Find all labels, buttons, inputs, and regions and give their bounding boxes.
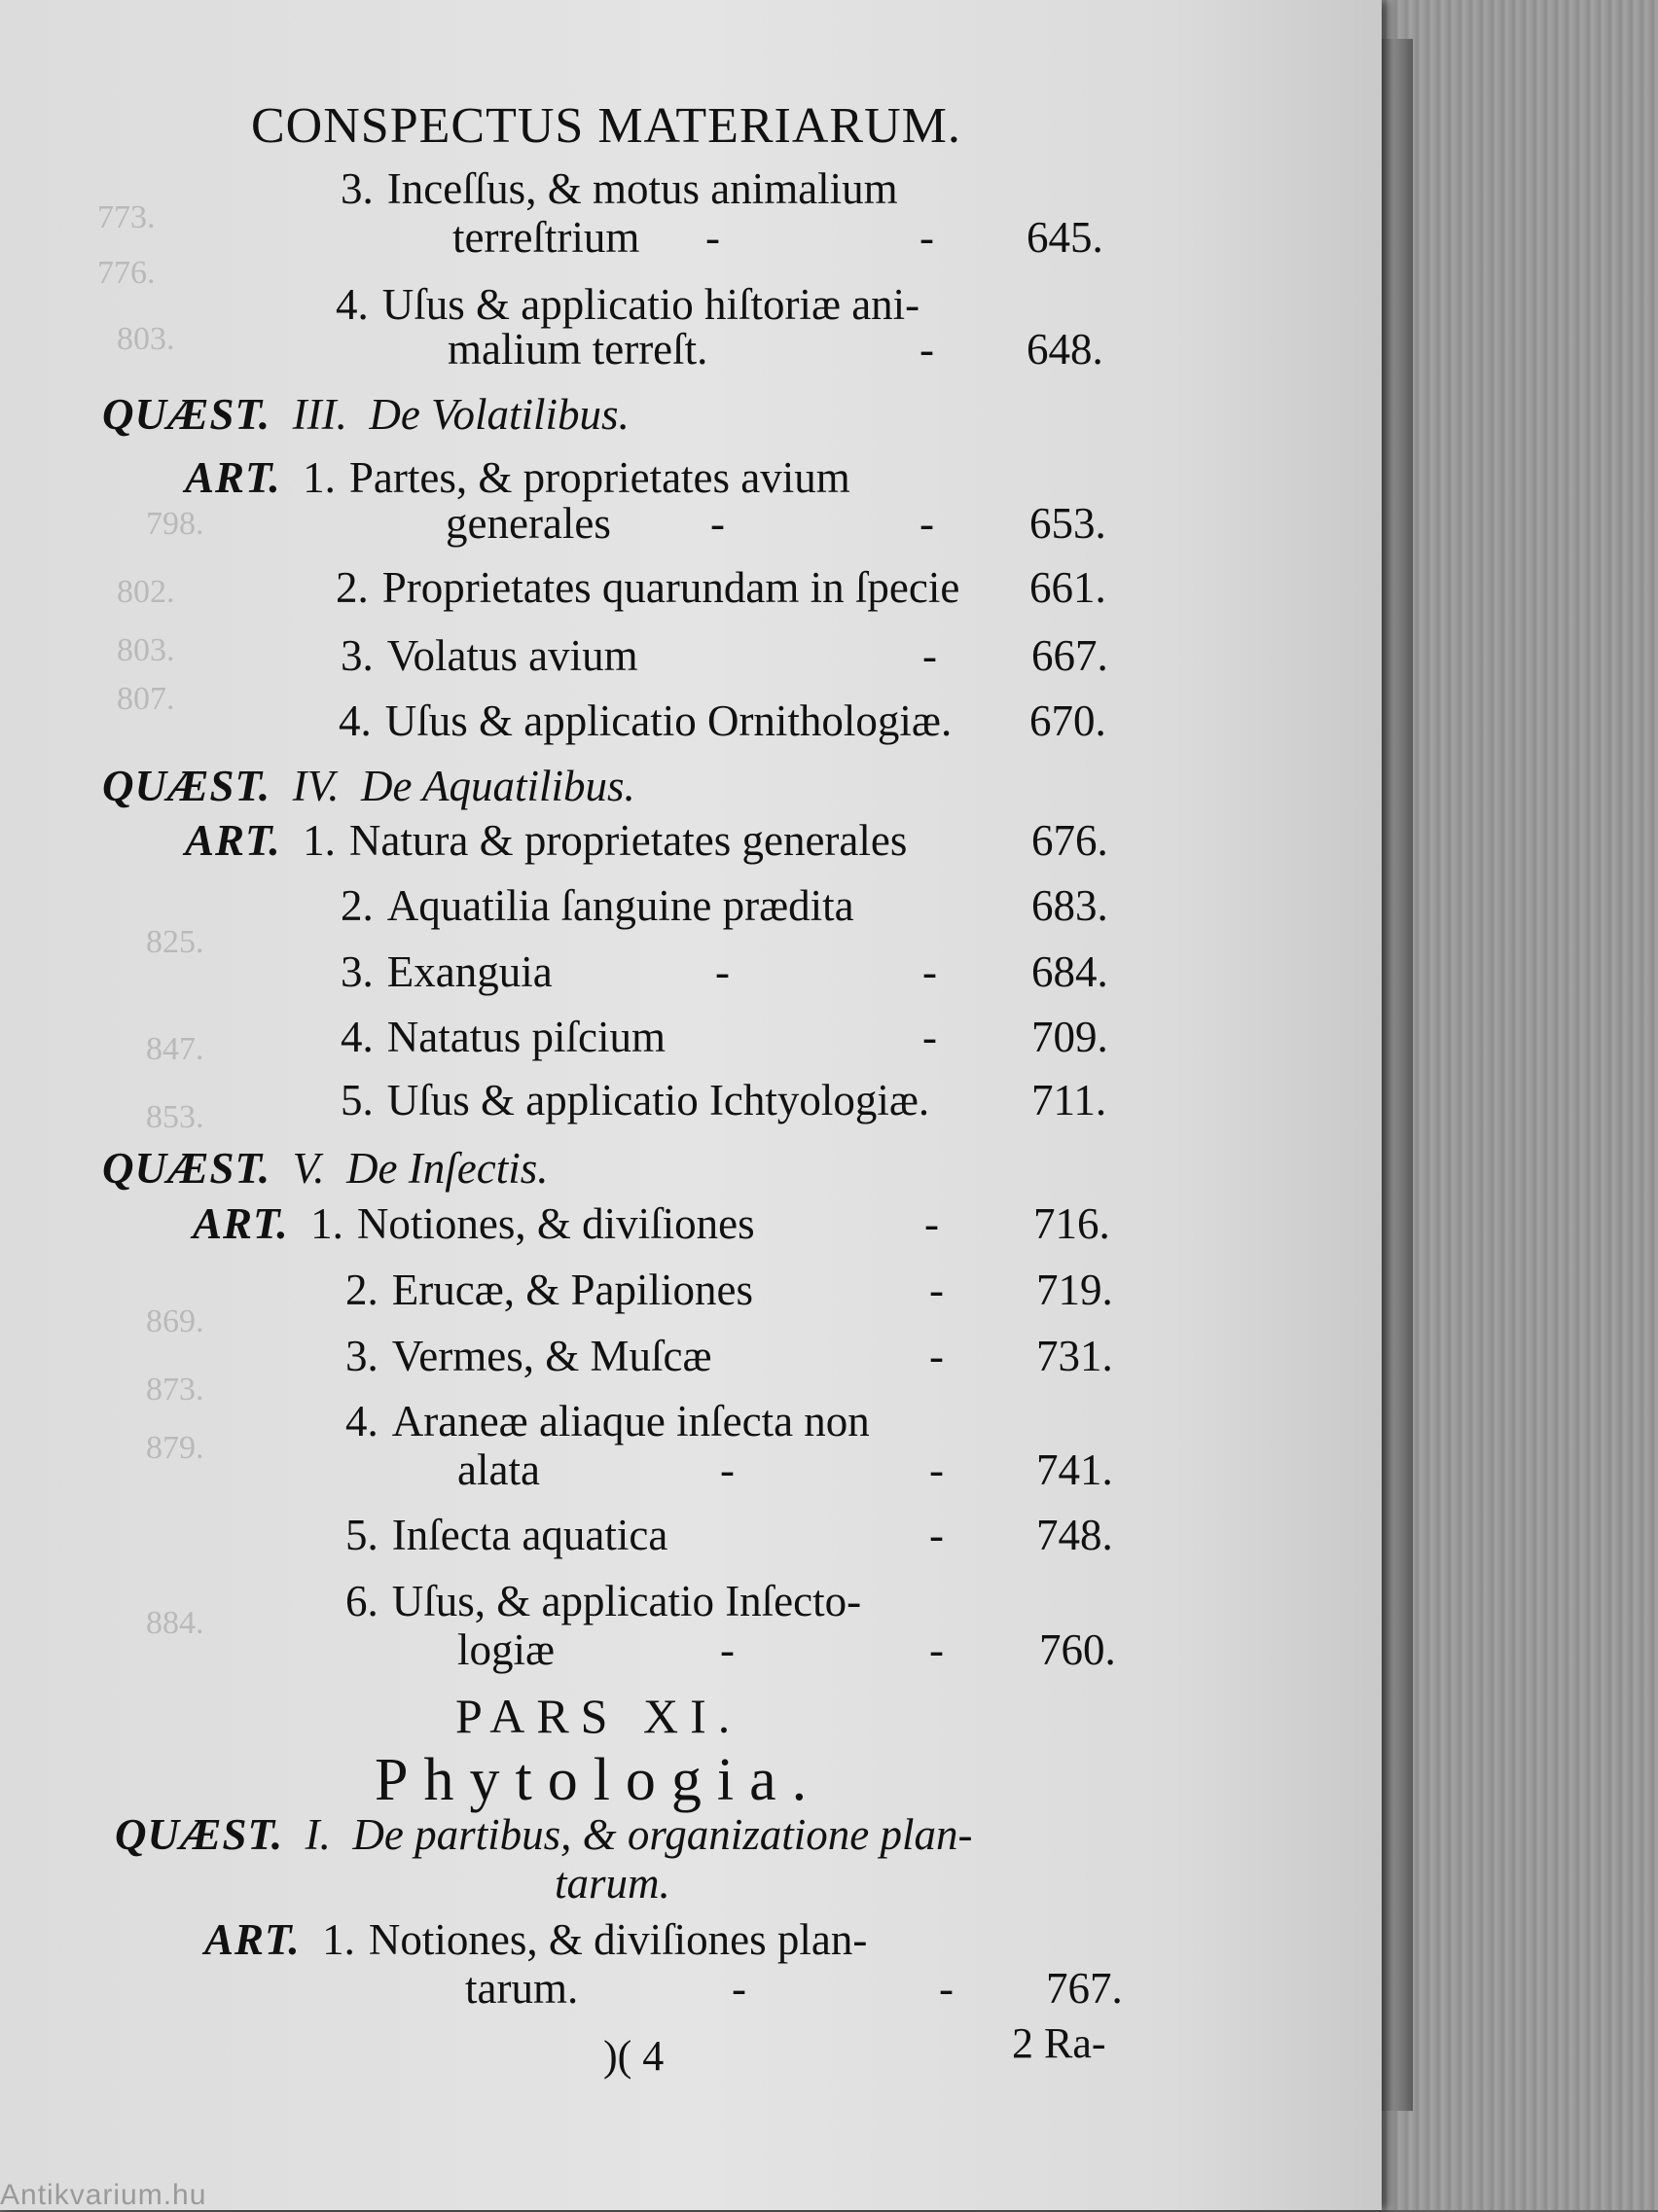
leader-dash: -	[939, 1964, 954, 2013]
question-heading	[102, 389, 630, 440]
question-title: De Aquatilibus.	[361, 762, 635, 810]
page-number: 760.	[1039, 1625, 1116, 1674]
question-heading	[115, 1809, 972, 1860]
entry-number: 1.	[303, 816, 336, 865]
entry-number: 4.	[341, 1013, 374, 1061]
ghost-number: 807.	[117, 681, 175, 717]
ghost-number: 798.	[146, 506, 204, 542]
entry-number: 1.	[310, 1199, 343, 1248]
entry-text: Proprietates quarundam in ſpecie	[381, 563, 960, 612]
leader-dash: -	[929, 1445, 944, 1494]
question-label: QUÆST.	[102, 1144, 271, 1193]
entry-number: 2.	[341, 881, 374, 930]
question-number: I.	[305, 1810, 331, 1859]
entry-number: 1.	[322, 1915, 355, 1964]
entry-text: Inceſſus, & motus animalium	[386, 164, 898, 213]
catchword: 2 Ra-	[1012, 2019, 1106, 2067]
page-number: 741.	[1036, 1445, 1113, 1494]
entry-number: 3.	[341, 164, 374, 213]
entry-line	[345, 1331, 711, 1381]
leader-dash: -	[919, 213, 934, 262]
page-number: 731.	[1036, 1332, 1113, 1380]
page-number: 683.	[1031, 881, 1108, 930]
question-title: De Inſectis.	[346, 1144, 549, 1193]
entry-line	[336, 562, 959, 613]
ghost-number: 776.	[97, 255, 156, 291]
entry-line	[345, 1576, 861, 1626]
article-label: ART.	[185, 816, 281, 865]
entry-text: Volatus avium	[386, 631, 638, 680]
entry-line	[341, 1012, 666, 1062]
ghost-number: 873.	[146, 1372, 204, 1408]
entry-text: Vermes, & Muſcæ	[391, 1332, 712, 1380]
entry-line	[452, 212, 639, 263]
entry-number: 2.	[345, 1266, 378, 1314]
entry-text: generales	[446, 499, 611, 548]
leader-dash: -	[929, 1511, 944, 1559]
leader-dash: -	[732, 1964, 746, 2013]
entry-text: Araneæ aliaque inſecta non	[391, 1397, 870, 1445]
entry-text: Aquatilia ſanguine prædita	[386, 881, 854, 930]
entry-text: terreſtrium	[452, 213, 640, 262]
signature-mark: )( 4	[603, 2032, 665, 2080]
entry-line	[341, 880, 854, 931]
question-label: QUÆST.	[115, 1810, 284, 1859]
ghost-number: 803.	[117, 321, 175, 357]
entry-number: 4.	[345, 1397, 378, 1445]
page-number: 670.	[1029, 696, 1106, 745]
question-title: De Volatilibus.	[369, 390, 630, 439]
entry-text: Natura & proprietates generales	[348, 816, 908, 865]
entry-line	[345, 1265, 753, 1315]
page-number: 709.	[1031, 1013, 1108, 1061]
entry-line	[341, 163, 898, 214]
leader-dash: -	[720, 1445, 735, 1494]
entry-text: Exanguia	[386, 947, 553, 996]
entry-number: 3.	[341, 947, 374, 996]
leader-dash: -	[922, 631, 937, 680]
entry-text: Uſus & applicatio Ornithologiæ.	[384, 696, 953, 745]
ghost-number: 825.	[146, 924, 204, 960]
ghost-number: 802.	[117, 574, 175, 610]
page-number: 667.	[1031, 631, 1108, 680]
entry-line	[185, 452, 850, 503]
page-number: 748.	[1036, 1511, 1113, 1559]
entry-number: 5.	[345, 1511, 378, 1559]
leader-dash: -	[705, 213, 720, 262]
page-number: 648.	[1027, 325, 1103, 374]
entry-text: Notiones, & diviſiones	[356, 1199, 755, 1248]
article-label: ART.	[204, 1915, 301, 1964]
question-title: De partibus, & organizatione plan-	[352, 1810, 973, 1859]
ghost-number: 879.	[146, 1430, 204, 1466]
entry-number: 5.	[341, 1076, 374, 1124]
entry-line	[345, 1510, 667, 1560]
entry-text: Inſecta aquatica	[391, 1511, 668, 1559]
leader-dash: -	[922, 947, 937, 996]
article-label: ART.	[193, 1199, 289, 1248]
page-number: 719.	[1036, 1266, 1113, 1314]
entry-text: Uſus, & applicatio Inſecto-	[391, 1577, 862, 1625]
entry-line	[336, 279, 919, 330]
entry-text: Notiones, & diviſiones plan-	[368, 1915, 868, 1964]
page-header: CONSPECTUS MATERIARUM.	[251, 98, 961, 154]
leader-dash: -	[922, 1013, 937, 1061]
page-number: 676.	[1031, 816, 1108, 865]
question-title-continuation: tarum.	[555, 1859, 670, 1908]
question-number: V.	[292, 1144, 325, 1193]
ghost-number: 803.	[117, 632, 175, 668]
section-title: Phytologia.	[375, 1747, 823, 1813]
leader-dash: -	[720, 1625, 735, 1674]
leader-dash: -	[919, 499, 934, 548]
page-number: 645.	[1027, 213, 1103, 262]
entry-number: 2.	[336, 563, 369, 612]
entry-number: 4.	[339, 696, 372, 745]
entry-text: Erucæ, & Papiliones	[391, 1266, 753, 1314]
question-label: QUÆST.	[102, 762, 271, 810]
page-number: 653.	[1029, 499, 1106, 548]
entry-text: Partes, & proprietates avium	[348, 453, 850, 502]
leader-dash: -	[929, 1332, 944, 1380]
entry-line	[341, 1075, 929, 1125]
leader-dash: -	[929, 1625, 944, 1674]
watermark: Antikvarium.hu	[0, 2179, 207, 2211]
entry-line	[204, 1914, 867, 1965]
entry-line	[345, 1396, 870, 1446]
question-heading	[102, 761, 635, 811]
question-number: III.	[292, 390, 347, 439]
leader-dash: -	[919, 325, 934, 374]
page-number: 767.	[1046, 1964, 1123, 2013]
entry-number: 4.	[336, 280, 369, 329]
question-heading	[102, 1143, 548, 1194]
entry-number: 3.	[345, 1332, 378, 1380]
entry-number: 1.	[303, 453, 336, 502]
entry-line	[448, 324, 707, 375]
page-number: 661.	[1029, 563, 1106, 612]
entry-number: 3.	[341, 631, 374, 680]
leader-dash: -	[929, 1266, 944, 1314]
entry-text: logiæ	[457, 1625, 556, 1674]
entry-line	[185, 815, 907, 866]
ghost-number: 869.	[146, 1303, 204, 1339]
part-heading: PARS XI.	[455, 1689, 742, 1743]
ghost-number: 847.	[146, 1031, 204, 1067]
question-label: QUÆST.	[102, 390, 271, 439]
entry-text: Uſus & applicatio hiſtoriæ ani-	[381, 280, 920, 329]
ghost-number: 853.	[146, 1099, 204, 1135]
article-label: ART.	[185, 453, 281, 502]
entry-line	[341, 630, 638, 681]
leader-dash: -	[924, 1199, 939, 1248]
entry-text: alata	[457, 1445, 540, 1494]
entry-number: 6.	[345, 1577, 378, 1625]
entry-line	[339, 696, 952, 746]
entry-text: Uſus & applicatio Ichtyologiæ.	[386, 1076, 930, 1124]
leader-dash: -	[710, 499, 725, 548]
ghost-number: 773.	[97, 199, 156, 235]
entry-line	[193, 1198, 755, 1249]
ghost-number: 884.	[146, 1605, 204, 1641]
page-number: 711.	[1031, 1076, 1107, 1124]
entry-line	[341, 946, 553, 997]
entry-text: malium terreſt.	[448, 325, 708, 374]
entry-text: tarum.	[465, 1964, 579, 2013]
question-number: IV.	[292, 762, 340, 810]
page-number: 716.	[1033, 1199, 1110, 1248]
page-number: 684.	[1031, 947, 1108, 996]
leader-dash: -	[715, 947, 730, 996]
entry-text: Natatus piſcium	[386, 1013, 666, 1061]
